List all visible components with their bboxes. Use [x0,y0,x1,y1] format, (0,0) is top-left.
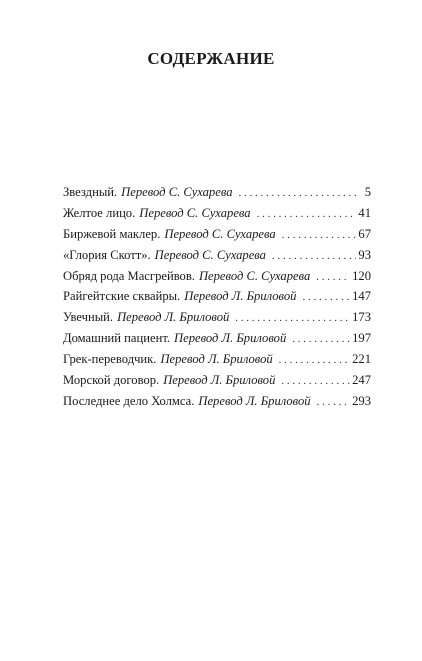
toc-entry-title: Морской договор. [63,373,160,388]
toc-entry [63,206,371,227]
toc-entry-title: Райгейтские сквайры. [63,289,181,304]
toc-entry-page: 147 [352,289,371,304]
toc-entry [63,352,371,373]
dot-leader [239,187,360,199]
toc-entry [63,269,371,290]
toc-entry-page: 120 [352,268,371,283]
dot-leader [281,375,350,387]
toc-entry-translator: Перевод Л. Бриловой [174,331,287,346]
dot-leader [235,312,350,324]
toc-entry-translator: Перевод Л. Бриловой [117,310,230,325]
toc-entry-title: Грек-переводчик. [63,352,157,367]
dot-leader [317,396,351,408]
toc-entry-page: 293 [352,393,371,408]
dot-leader [279,354,350,366]
dot-leader [302,291,350,303]
toc-entry [63,248,371,269]
toc-entry-page: 221 [352,352,371,367]
dot-leader [257,208,357,220]
toc-entry-title: Домашний пациент. [63,331,171,346]
dot-leader [282,229,357,241]
toc-entry-page: 173 [352,310,371,325]
toc-entry-title: Биржевой маклер. [63,226,161,241]
dot-leader [316,271,350,283]
toc-entry-page: 67 [358,226,371,241]
page-title: СОДЕРЖАНИЕ [147,49,275,69]
toc-entry-translator: Перевод Л. Бриловой [184,289,297,304]
table-of-contents [63,185,371,415]
toc-entry-translator: Перевод С. Сухарева [198,268,311,283]
toc-entry-page: 5 [364,185,371,199]
toc-entry [63,227,371,248]
dot-leader [292,333,350,345]
toc-entry-translator: Перевод Л. Бриловой [163,373,276,388]
toc-entry [63,310,371,331]
toc-entry-title: Обряд рода Масгрейвов. [63,268,195,283]
toc-entry [63,331,371,352]
toc-entry-translator: Перевод С. Сухарева [139,205,251,220]
toc-entry-translator: Перевод С. Сухарева [121,185,233,199]
toc-entry-title: Увечный. [63,310,114,325]
toc-entry-page: 93 [358,247,371,262]
toc-entry [63,394,371,415]
toc-entry-title: «Глория Скотт». [63,247,151,262]
toc-entry-page: 247 [352,373,371,388]
dot-leader [272,250,356,262]
toc-entry-title: Желтое лицо. [63,205,136,220]
toc-entry-translator: Перевод Л. Бриловой [198,393,311,408]
toc-entry-page: 197 [352,331,371,346]
toc-entry [63,373,371,394]
toc-entry [63,185,371,206]
toc-entry-translator: Перевод Л. Бриловой [160,352,273,367]
toc-entry-title: Последнее дело Холмса. [63,393,195,408]
toc-entry-translator: Перевод С. Сухарева [164,226,276,241]
toc-entry-title: Звездный. [63,185,118,199]
toc-entry [63,289,371,310]
toc-entry-translator: Перевод С. Сухарева [154,247,266,262]
toc-entry-page: 41 [358,205,371,220]
